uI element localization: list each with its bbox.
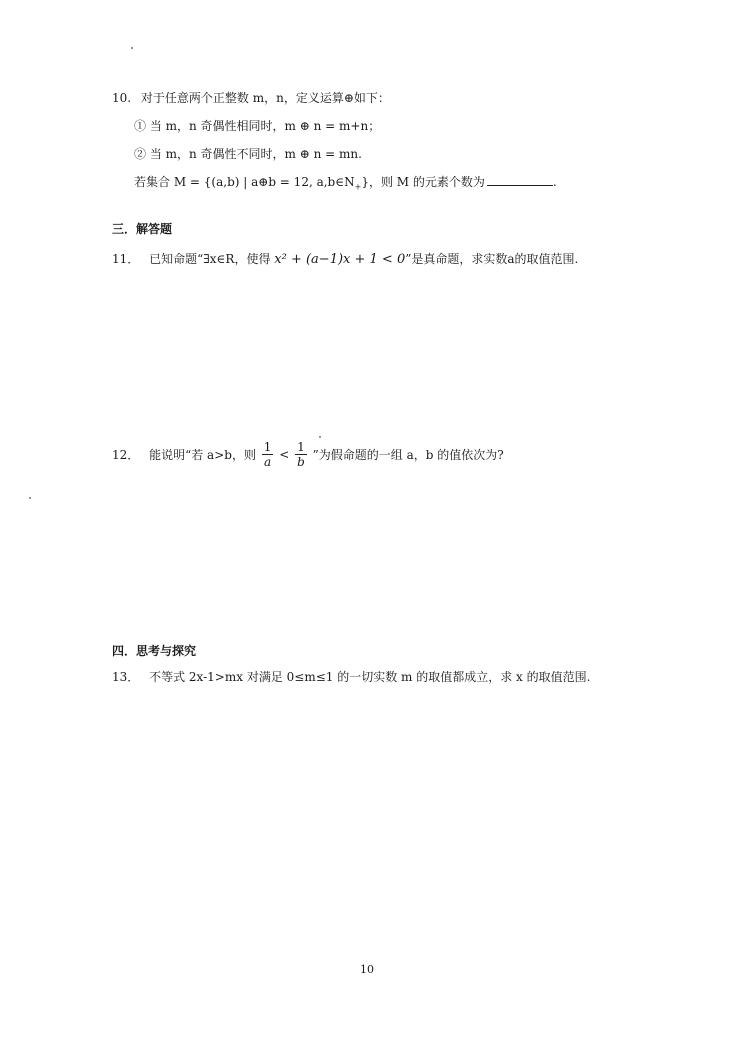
q10-answer-blank (487, 173, 553, 186)
q12-frac2-numerator: 1 (295, 440, 307, 455)
q12-frac1-denominator: a (264, 455, 272, 469)
section4-title: 四．思考与探究 (112, 644, 197, 658)
q10-stem-line (112, 89, 390, 106)
q10-case1: ① 当 m，n 奇偶性相同时，m ⊕ n = m+n； (134, 119, 381, 133)
q10-case2: ② 当 m，n 奇偶性不同时，m ⊕ n = mn. (134, 147, 362, 161)
q10-question-end: . (552, 175, 557, 189)
q11-text-after: ”是真命题，求实数a的取值范围. (405, 252, 579, 266)
scan-speck (131, 47, 133, 49)
page-number: 10 (360, 963, 374, 976)
q12-number: 12． (112, 448, 140, 462)
q12-text-before: 能说明“若 a>b，则 (149, 448, 256, 462)
q13-number: 13． (112, 670, 140, 684)
q13-line (112, 668, 590, 685)
q13-text: 不等式 2x-1>mx 对满足 0≤m≤1 的一切实数 m 的取值都成立，求 x 的取值范围. (149, 670, 591, 684)
q12-text-after: ”为假命题的一组 a，b 的值依次为? (312, 448, 504, 462)
q10-number: 10. (112, 91, 132, 105)
q10-question-suffix: }，则 M 的元素个数为 (361, 175, 485, 189)
scan-speck (29, 497, 31, 499)
q12-frac1-numerator: 1 (263, 440, 272, 454)
q11-text-before: 已知命题“∃x∈R，使得 (149, 252, 271, 266)
q11-number: 11． (112, 252, 140, 266)
q11-formula: x² + (a−1)x + 1 < 0 (274, 252, 406, 267)
section3-title: 三．解答题 (112, 222, 173, 236)
q10-question-sub: + (354, 182, 362, 192)
q12-frac2-denominator: b (297, 455, 305, 469)
q12-fraction-1-over-b (295, 440, 307, 469)
q11-line (112, 250, 578, 267)
q10-stem: 对于任意两个正整数 m，n，定义运算⊕如下： (140, 91, 390, 105)
scan-speck (319, 436, 321, 438)
q12-fraction-1-over-a (262, 440, 274, 469)
q10-question-prefix: 若集合 M = {(a,b) | a⊕b = 12, a,b∈N (134, 175, 355, 189)
q10-question (134, 173, 557, 191)
q12-less-than: < (279, 447, 290, 462)
q12-line (112, 440, 504, 469)
